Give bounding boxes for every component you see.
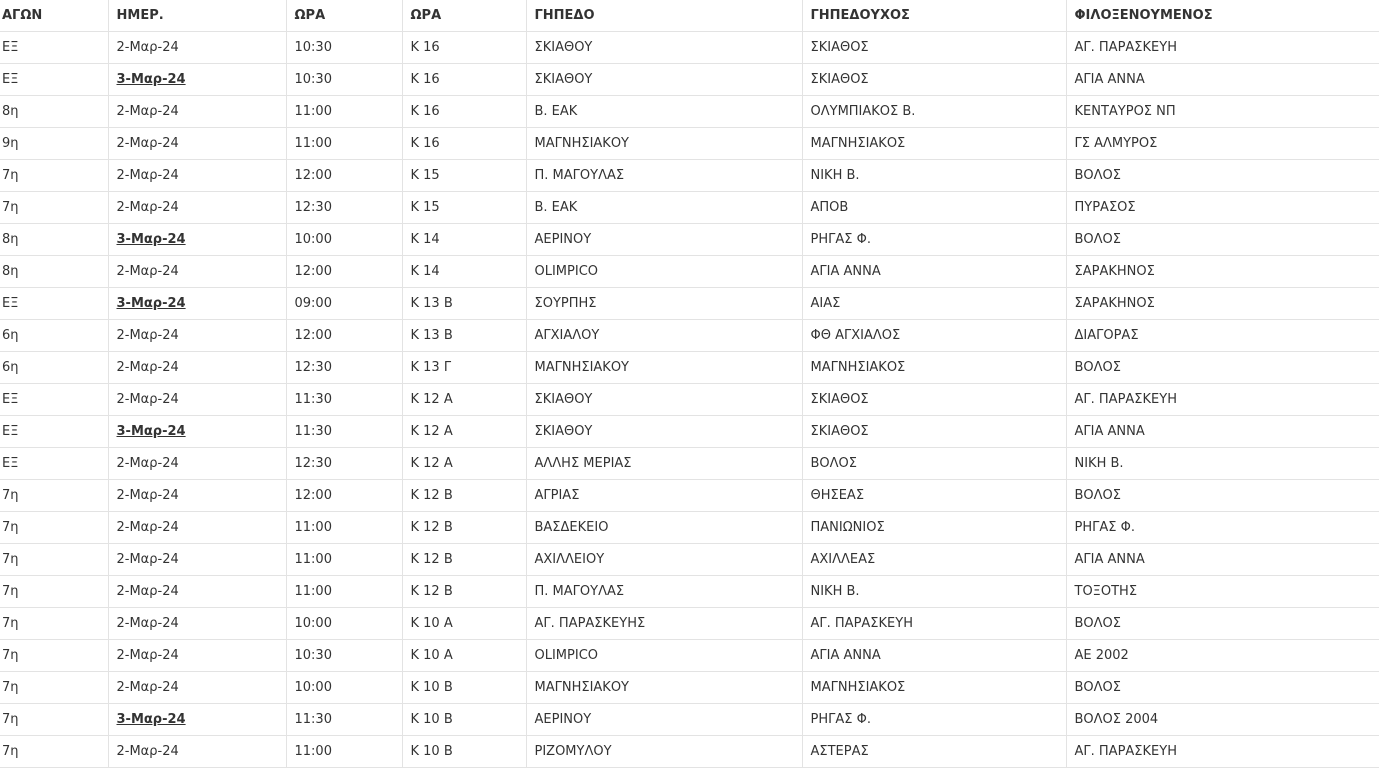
home-team-cell: ΑΧΙΛΛΕΑΣ [802, 544, 1066, 576]
table-row [0, 416, 1379, 448]
category-cell: Κ 10 Β [402, 736, 526, 768]
time-cell: 10:00 [286, 608, 402, 640]
field-cell: Β. ΕΑΚ [526, 96, 802, 128]
away-team-cell: ΑΓ. ΠΑΡΑΣΚΕΥΗ [1066, 384, 1379, 416]
table-row [0, 736, 1379, 768]
category-cell: Κ 13 Β [402, 288, 526, 320]
away-team-cell: ΑΕ 2002 [1066, 640, 1379, 672]
round-cell: 8η [0, 96, 108, 128]
date-cell: 2-Μαρ-24 [108, 320, 286, 352]
round-cell: 7η [0, 576, 108, 608]
round-cell: 6η [0, 352, 108, 384]
home-team-cell: ΜΑΓΝΗΣΙΑΚΟΣ [802, 672, 1066, 704]
date-cell: 2-Μαρ-24 [108, 512, 286, 544]
time-cell: 12:00 [286, 480, 402, 512]
time-cell: 10:30 [286, 640, 402, 672]
home-team-cell: ΠΑΝΙΩΝΙΟΣ [802, 512, 1066, 544]
date-cell: 2-Μαρ-24 [108, 256, 286, 288]
time-cell: 12:30 [286, 192, 402, 224]
round-cell: ΕΞ [0, 448, 108, 480]
header-away-team: ΦΙΛΟΞΕΝΟΥΜΕΝΟΣ [1066, 0, 1379, 32]
date-cell: 2-Μαρ-24 [108, 544, 286, 576]
field-cell: ΑΕΡΙΝΟΥ [526, 224, 802, 256]
away-team-cell: ΣΑΡΑΚΗΝΟΣ [1066, 256, 1379, 288]
field-cell: ΣΚΙΑΘΟΥ [526, 64, 802, 96]
away-team-cell: ΒΟΛΟΣ [1066, 160, 1379, 192]
field-cell: ΣΚΙΑΘΟΥ [526, 384, 802, 416]
header-time: ΩΡΑ [286, 0, 402, 32]
away-team-cell: ΓΣ ΑΛΜΥΡΟΣ [1066, 128, 1379, 160]
field-cell: ΣΟΥΡΠΗΣ [526, 288, 802, 320]
table-row [0, 32, 1379, 64]
home-team-cell: ΘΗΣΕΑΣ [802, 480, 1066, 512]
round-cell: ΕΞ [0, 288, 108, 320]
field-cell: ΣΚΙΑΘΟΥ [526, 416, 802, 448]
category-cell: Κ 12 Β [402, 544, 526, 576]
field-cell: Β. ΕΑΚ [526, 192, 802, 224]
away-team-cell: ΒΟΛΟΣ [1066, 608, 1379, 640]
round-cell: 8η [0, 224, 108, 256]
round-cell: 7η [0, 544, 108, 576]
round-cell: 7η [0, 480, 108, 512]
date-cell: 2-Μαρ-24 [108, 736, 286, 768]
home-team-cell: ΑΓ. ΠΑΡΑΣΚΕΥΗ [802, 608, 1066, 640]
time-cell: 11:00 [286, 96, 402, 128]
away-team-cell: ΒΟΛΟΣ [1066, 352, 1379, 384]
category-cell: Κ 15 [402, 160, 526, 192]
time-cell: 12:00 [286, 160, 402, 192]
category-cell: Κ 13 Γ [402, 352, 526, 384]
home-team-cell: ΦΘ ΑΓΧΙΑΛΟΣ [802, 320, 1066, 352]
table-row [0, 480, 1379, 512]
round-cell: 7η [0, 512, 108, 544]
category-cell: Κ 14 [402, 224, 526, 256]
time-cell: 12:00 [286, 320, 402, 352]
home-team-cell: ΜΑΓΝΗΣΙΑΚΟΣ [802, 128, 1066, 160]
category-cell: Κ 12 Α [402, 448, 526, 480]
field-cell: Π. ΜΑΓΟΥΛΑΣ [526, 160, 802, 192]
date-cell: 2-Μαρ-24 [108, 672, 286, 704]
category-cell: Κ 15 [402, 192, 526, 224]
home-team-cell: ΝΙΚΗ Β. [802, 576, 1066, 608]
table-row [0, 352, 1379, 384]
away-team-cell: ΑΓ. ΠΑΡΑΣΚΕΥΗ [1066, 736, 1379, 768]
category-cell: Κ 13 Β [402, 320, 526, 352]
table-row [0, 288, 1379, 320]
header-row [0, 0, 1379, 32]
date-cell: 2-Μαρ-24 [108, 640, 286, 672]
category-cell: Κ 14 [402, 256, 526, 288]
date-cell: 2-Μαρ-24 [108, 192, 286, 224]
table-row [0, 640, 1379, 672]
round-cell: 7η [0, 704, 108, 736]
table-row [0, 384, 1379, 416]
home-team-cell: ΑΣΤΕΡΑΣ [802, 736, 1066, 768]
table-row [0, 192, 1379, 224]
time-cell: 09:00 [286, 288, 402, 320]
category-cell: Κ 16 [402, 64, 526, 96]
header-field: ΓΗΠΕΔΟ [526, 0, 802, 32]
table-row [0, 576, 1379, 608]
away-team-cell: ΑΓΙΑ ΑΝΝΑ [1066, 64, 1379, 96]
table-row [0, 320, 1379, 352]
date-cell: 2-Μαρ-24 [108, 352, 286, 384]
round-cell: ΕΞ [0, 64, 108, 96]
time-cell: 11:30 [286, 384, 402, 416]
table-row [0, 96, 1379, 128]
time-cell: 12:00 [286, 256, 402, 288]
field-cell: ΜΑΓΝΗΣΙΑΚΟΥ [526, 352, 802, 384]
time-cell: 10:00 [286, 672, 402, 704]
date-cell: 3-Μαρ-24 [108, 416, 286, 448]
round-cell: 9η [0, 128, 108, 160]
away-team-cell: ΝΙΚΗ Β. [1066, 448, 1379, 480]
home-team-cell: ΑΓΙΑ ΑΝΝΑ [802, 640, 1066, 672]
field-cell: ΒΑΣΔΕΚΕΙΟ [526, 512, 802, 544]
home-team-cell: ΟΛΥΜΠΙΑΚΟΣ Β. [802, 96, 1066, 128]
category-cell: Κ 16 [402, 32, 526, 64]
time-cell: 11:00 [286, 576, 402, 608]
time-cell: 11:00 [286, 544, 402, 576]
table-row [0, 256, 1379, 288]
time-cell: 10:00 [286, 224, 402, 256]
field-cell: ΑΕΡΙΝΟΥ [526, 704, 802, 736]
away-team-cell: ΔΙΑΓΟΡΑΣ [1066, 320, 1379, 352]
date-cell: 2-Μαρ-24 [108, 384, 286, 416]
table-row [0, 128, 1379, 160]
category-cell: Κ 12 Β [402, 576, 526, 608]
away-team-cell: ΣΑΡΑΚΗΝΟΣ [1066, 288, 1379, 320]
time-cell: 11:30 [286, 704, 402, 736]
away-team-cell: ΑΓΙΑ ΑΝΝΑ [1066, 416, 1379, 448]
category-cell: Κ 12 Α [402, 416, 526, 448]
category-cell: Κ 12 Β [402, 480, 526, 512]
field-cell: ΜΑΓΝΗΣΙΑΚΟΥ [526, 128, 802, 160]
header-home-team: ΓΗΠΕΔΟΥΧΟΣ [802, 0, 1066, 32]
away-team-cell: ΑΓ. ΠΑΡΑΣΚΕΥΗ [1066, 32, 1379, 64]
home-team-cell: ΡΗΓΑΣ Φ. [802, 704, 1066, 736]
date-cell: 3-Μαρ-24 [108, 64, 286, 96]
home-team-cell: ΡΗΓΑΣ Φ. [802, 224, 1066, 256]
away-team-cell: ΡΗΓΑΣ Φ. [1066, 512, 1379, 544]
table-row [0, 704, 1379, 736]
table-row [0, 608, 1379, 640]
round-cell: 7η [0, 672, 108, 704]
round-cell: ΕΞ [0, 32, 108, 64]
table-row [0, 448, 1379, 480]
field-cell: ΑΧΙΛΛΕΙΟΥ [526, 544, 802, 576]
round-cell: ΕΞ [0, 416, 108, 448]
date-cell: 3-Μαρ-24 [108, 288, 286, 320]
round-cell: 8η [0, 256, 108, 288]
date-cell: 2-Μαρ-24 [108, 32, 286, 64]
away-team-cell: ΑΓΙΑ ΑΝΝΑ [1066, 544, 1379, 576]
category-cell: Κ 10 Α [402, 608, 526, 640]
time-cell: 11:00 [286, 128, 402, 160]
home-team-cell: ΝΙΚΗ Β. [802, 160, 1066, 192]
category-cell: Κ 12 Β [402, 512, 526, 544]
round-cell: 7η [0, 160, 108, 192]
field-cell: ΣΚΙΑΘΟΥ [526, 32, 802, 64]
date-cell: 2-Μαρ-24 [108, 480, 286, 512]
round-cell: 7η [0, 608, 108, 640]
date-cell: 2-Μαρ-24 [108, 160, 286, 192]
field-cell: ΡΙΖΟΜΥΛΟΥ [526, 736, 802, 768]
home-team-cell: ΣΚΙΑΘΟΣ [802, 416, 1066, 448]
away-team-cell: ΤΟΞΟΤΗΣ [1066, 576, 1379, 608]
table-row [0, 672, 1379, 704]
away-team-cell: ΒΟΛΟΣ [1066, 224, 1379, 256]
time-cell: 11:30 [286, 416, 402, 448]
table-row [0, 64, 1379, 96]
home-team-cell: ΣΚΙΑΘΟΣ [802, 384, 1066, 416]
date-cell: 3-Μαρ-24 [108, 224, 286, 256]
round-cell: ΕΞ [0, 384, 108, 416]
header-round: ΑΓΩΝ [0, 0, 108, 32]
round-cell: 7η [0, 640, 108, 672]
away-team-cell: ΠΥΡΑΣΟΣ [1066, 192, 1379, 224]
away-team-cell: ΒΟΛΟΣ [1066, 480, 1379, 512]
home-team-cell: ΑΠΟΒ [802, 192, 1066, 224]
table-row [0, 224, 1379, 256]
date-cell: 3-Μαρ-24 [108, 704, 286, 736]
category-cell: Κ 16 [402, 128, 526, 160]
category-cell: Κ 12 Α [402, 384, 526, 416]
field-cell: ΑΓΧΙΑΛΟΥ [526, 320, 802, 352]
home-team-cell: ΜΑΓΝΗΣΙΑΚΟΣ [802, 352, 1066, 384]
date-cell: 2-Μαρ-24 [108, 128, 286, 160]
time-cell: 12:30 [286, 448, 402, 480]
date-cell: 2-Μαρ-24 [108, 448, 286, 480]
home-team-cell: ΣΚΙΑΘΟΣ [802, 64, 1066, 96]
date-cell: 2-Μαρ-24 [108, 96, 286, 128]
field-cell: OLIMPICO [526, 640, 802, 672]
home-team-cell: ΑΓΙΑ ΑΝΝΑ [802, 256, 1066, 288]
away-team-cell: ΒΟΛΟΣ 2004 [1066, 704, 1379, 736]
table-row [0, 512, 1379, 544]
table-row [0, 544, 1379, 576]
time-cell: 12:30 [286, 352, 402, 384]
time-cell: 10:30 [286, 64, 402, 96]
time-cell: 10:30 [286, 32, 402, 64]
field-cell: OLIMPICO [526, 256, 802, 288]
round-cell: 6η [0, 320, 108, 352]
category-cell: Κ 10 Β [402, 672, 526, 704]
date-cell: 2-Μαρ-24 [108, 608, 286, 640]
category-cell: Κ 10 Α [402, 640, 526, 672]
field-cell: ΜΑΓΝΗΣΙΑΚΟΥ [526, 672, 802, 704]
time-cell: 11:00 [286, 512, 402, 544]
field-cell: ΑΓΡΙΑΣ [526, 480, 802, 512]
category-cell: Κ 16 [402, 96, 526, 128]
category-cell: Κ 10 Β [402, 704, 526, 736]
round-cell: 7η [0, 736, 108, 768]
table-body [0, 32, 1379, 768]
header-date: ΗΜΕΡ. [108, 0, 286, 32]
date-cell: 2-Μαρ-24 [108, 576, 286, 608]
round-cell: 7η [0, 192, 108, 224]
field-cell: ΑΓ. ΠΑΡΑΣΚΕΥΗΣ [526, 608, 802, 640]
home-team-cell: ΒΟΛΟΣ [802, 448, 1066, 480]
home-team-cell: ΣΚΙΑΘΟΣ [802, 32, 1066, 64]
home-team-cell: ΑΙΑΣ [802, 288, 1066, 320]
away-team-cell: ΒΟΛΟΣ [1066, 672, 1379, 704]
field-cell: Π. ΜΑΓΟΥΛΑΣ [526, 576, 802, 608]
field-cell: ΑΛΛΗΣ ΜΕΡΙΑΣ [526, 448, 802, 480]
header-category: ΩΡΑ [402, 0, 526, 32]
table-header [0, 0, 1379, 32]
time-cell: 11:00 [286, 736, 402, 768]
away-team-cell: ΚΕΝΤΑΥΡΟΣ ΝΠ [1066, 96, 1379, 128]
table-row [0, 160, 1379, 192]
